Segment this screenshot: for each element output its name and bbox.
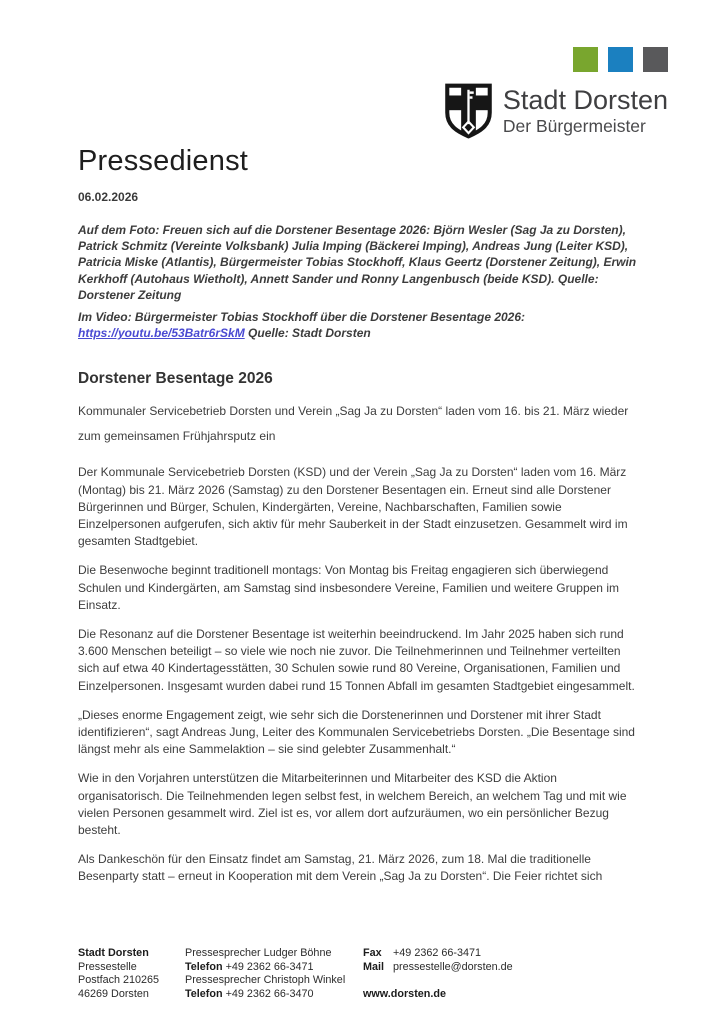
document-body xyxy=(78,145,638,886)
article-paragraph: „Dieses enorme Engagement zeigt, wie sehr sich die Dorstenerinnen und Dorstener mit ihrer Stadt identifizieren“, sagt Andreas Jung, Leiter des Kommunalen Servicebetriebs Dorsten. „Die Besentage sind längst mehr als eine Sammelaktion – sie sind gelebter Zusammenhalt.“ xyxy=(78,707,635,757)
contact-footer xyxy=(78,947,668,1001)
footer-address-line: Pressestelle xyxy=(78,960,137,973)
footer-contact-column xyxy=(363,947,668,1001)
mail-row xyxy=(363,961,668,975)
article-paragraph: Die Resonanz auf die Dorstener Besentage ist weiterhin beeindruckend. Im Jahr 2025 haben sich rund 3.600 Menschen beteiligt – so viele wie noch nie zuvor. Die Teilnehmerinnen und Teilnehmer verteilten sich auf etwa 40 Kindertagesstätten, 30 Schulen sowie rund 80 Vereine, Organisationen, Familien und Einzelpersonen. Insgesamt wurden dabei rund 15 Tonnen Abfall im gesamten Stadtgebiet eingesammelt. xyxy=(78,627,635,693)
fax-label: Fax xyxy=(363,947,382,959)
footer-address-line: Postfach 210265 xyxy=(78,974,160,986)
video-link[interactable]: https://youtu.be/53Batr6rSkM xyxy=(78,326,245,341)
press-officer-phone xyxy=(185,988,363,1002)
phone-label: Telefon xyxy=(185,960,223,973)
brand-color-squares xyxy=(573,47,668,72)
article-paragraph: Wie in den Vorjahren unterstützen die Mitarbeiterinnen und Mitarbeiter des KSD die Aktion organisatorisch. Die Teilnehmenden legen selbst fest, in welchem Bereich, an welchem Tag und mit wie vielen Personen gesammelt wird. Ziel ist es, vor allem dort aufzuräumen, wo ein persönlicher Bezug besteht. xyxy=(78,771,627,838)
article-headline: Dorstener Besentage 2026 xyxy=(78,370,273,388)
footer-address-line: 46269 Dorsten xyxy=(78,987,149,1000)
footer-org-name: Stadt Dorsten xyxy=(78,947,149,959)
org-name: Stadt Dorsten xyxy=(502,85,668,115)
mail-address[interactable]: pressestelle@dorsten.de xyxy=(393,960,513,973)
website-link[interactable]: www.dorsten.de xyxy=(363,987,446,1000)
photo-caption: Auf dem Foto: Freuen sich auf die Dorstener Besentage 2026: Björn Wesler (Sag Ja zu Dorsten), Patrick Schmitz (Vereinte Volksbank) Julia Imping (Bäckerei Imping), Andreas Jung (Leiter KSD), Patricia Miske (Atlantis), Bürgermeister Tobias Stockhoff, Klaus Geertz (Dorstener Zeitung), Erwin Kerkhoff (Autohaus Wietholt), Annett Sander und Ronny Langenbusch (beide KSD). Quelle: Dorstener Zeitung xyxy=(78,223,637,302)
phone-number: +49 2362 66-3470 xyxy=(225,987,314,1000)
org-subtitle: Der Bürgermeister xyxy=(502,116,646,136)
article-paragraph: Der Kommunale Servicebetrieb Dorsten (KSD) und der Verein „Sag Ja zu Dorsten“ laden vom 16. März (Montag) bis 21. März 2026 (Samstag) zu den Dorstener Besentagen ein. Erneut sind alle Dorstener Bürgerinnen und Bürger, Schulen, Kindergärten, Vereine, Nachbarschaften, Familien sowie Einzelpersonen aufgerufen, sich aktiv für mehr Sauberkeit in der Stadt einzusetzen. Gesammelt wird im gesamten Stadtgebiet. xyxy=(78,465,628,549)
article-paragraph: Die Besenwoche beginnt traditionell montags: Von Montag bis Freitag engagieren sich überwiegend Schulen und Kindergärten, am Samstag sind insbesondere Vereine, Familien und weitere Gruppen im Einsatz. xyxy=(78,563,619,612)
video-note-suffix: Quelle: Stadt Dorsten xyxy=(244,326,371,341)
article-subheadline: Kommunaler Servicebetrieb Dorsten und Verein „Sag Ja zu Dorsten“ laden vom 16. bis 21. März wieder zum gemeinsamen Frühjahrsputz ein xyxy=(78,404,629,443)
video-note-prefix: Im Video: Bürgermeister Tobias Stockhoff über die Dorstener Besentage 2026: xyxy=(78,310,526,325)
footer-address-column xyxy=(78,947,185,1001)
logo-text-block xyxy=(503,79,668,136)
press-officer-name: Pressesprecher Ludger Böhne xyxy=(185,947,332,959)
footer-press-column xyxy=(185,947,363,1001)
press-officer-phone xyxy=(185,961,363,975)
page-title: Pressedienst xyxy=(78,145,249,177)
brand-square-blue xyxy=(608,47,633,72)
brand-square-green xyxy=(573,47,598,72)
brand-square-gray xyxy=(643,47,668,72)
city-logo xyxy=(444,79,668,148)
fax-row xyxy=(363,947,668,961)
mail-label: Mail xyxy=(363,960,384,973)
fax-number: +49 2362 66-3471 xyxy=(393,947,481,959)
coat-of-arms-icon xyxy=(444,79,493,148)
phone-label: Telefon xyxy=(185,987,223,1000)
press-date: 06.02.2026 xyxy=(78,190,139,204)
article-paragraph: Als Dankeschön für den Einsatz findet am Samstag, 21. März 2026, zum 18. Mal die traditionelle Besenparty statt – erneut in Kooperation mit dem Verein „Sag Ja zu Dorsten“. Die Feier richtet sich xyxy=(78,852,603,884)
video-note xyxy=(78,309,638,341)
press-officer-name: Pressesprecher Christoph Winkel xyxy=(185,974,346,986)
phone-number: +49 2362 66-3471 xyxy=(225,960,314,973)
